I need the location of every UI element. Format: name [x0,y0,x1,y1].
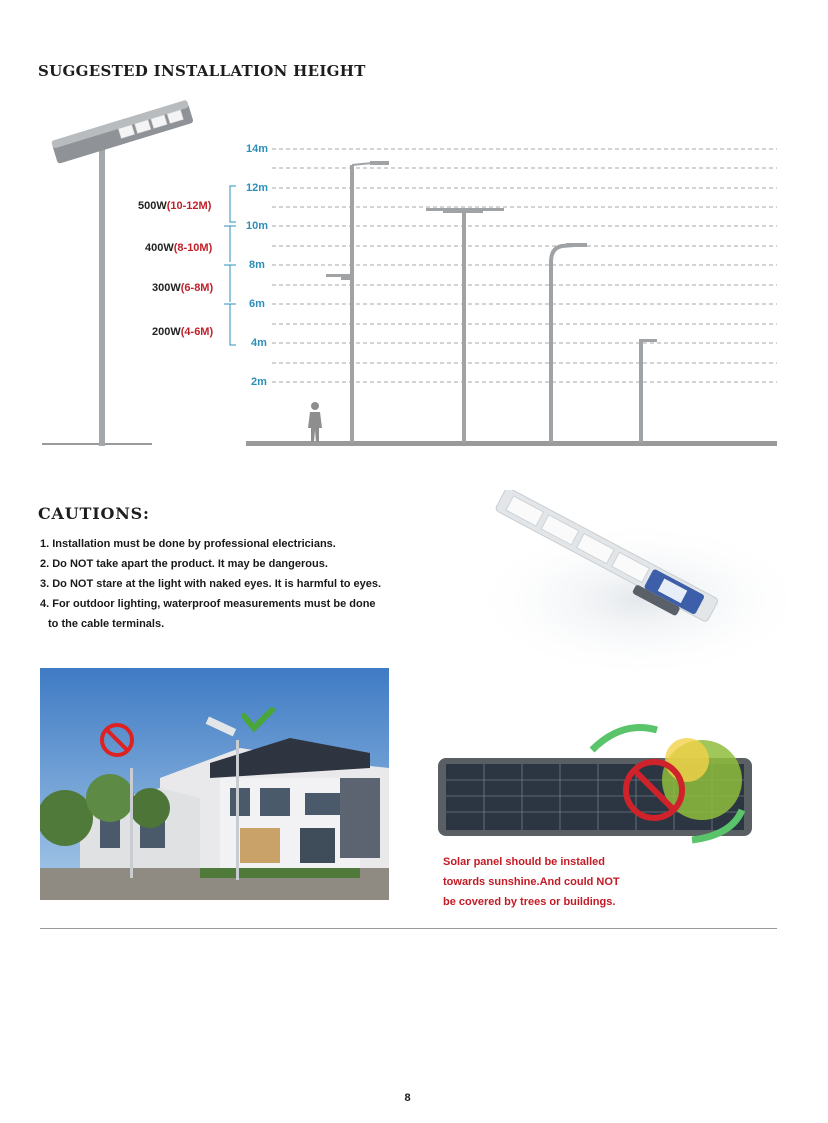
caution-item: 2. Do NOT take apart the product. It may be dangerous. [40,558,328,570]
height-label-4m: 4m [251,337,267,349]
solar-note-line: Solar panel should be installed [443,856,605,868]
page-number: 8 [404,1092,411,1104]
ground-line-left [42,443,152,445]
solar-note-line: be covered by trees or buildings. [443,896,616,908]
caution-item-continued: to the cable terminals. [48,618,165,630]
height-label-6m: 6m [249,298,265,310]
wattage-200w: 200W(4-6M) [152,326,214,338]
left-lamp-head [51,100,194,164]
person-silhouette [308,402,322,442]
wattage-400w: 400W(8-10M) [145,242,213,254]
house-street-light-photo [40,668,389,900]
pole-8m-head [566,243,587,247]
height-label-14m: 14m [246,143,269,155]
pole-10m [426,208,504,443]
caution-item: 3. Do NOT stare at the light with naked eyes. It is harmful to eyes. [40,578,382,590]
caution-item: 1. Installation must be done by professional electricians. [40,538,336,550]
solar-note-line: towards sunshine.And could NOT [443,876,620,888]
solar-panel-note [443,852,620,912]
wattage-500w: 500W(10-12M) [138,200,212,212]
height-label-10m: 10m [246,220,269,232]
solar-street-light-product-image [440,490,790,690]
pole-4m [639,339,657,443]
height-label-12m: 12m [246,182,269,194]
cautions-list [40,534,460,634]
wattage-brackets [224,186,236,345]
height-label-8m: 8m [249,259,265,271]
bottom-divider [40,928,777,929]
wattage-300w: 300W(6-8M) [152,282,214,294]
ground-line [246,441,777,446]
height-gridlines [272,149,777,382]
installation-height-title: SUGGESTED INSTALLATION HEIGHT [38,62,366,80]
pole-12m [326,161,389,443]
solar-panel-blocked-image [432,690,762,850]
installation-height-diagram [0,90,828,460]
cautions-title: CAUTIONS: [38,504,150,523]
pole-8m [551,245,574,443]
left-lamp-pole [99,150,105,446]
height-label-2m: 2m [251,376,267,388]
caution-item: 4. For outdoor lighting, waterproof measurements must be done [40,598,376,610]
